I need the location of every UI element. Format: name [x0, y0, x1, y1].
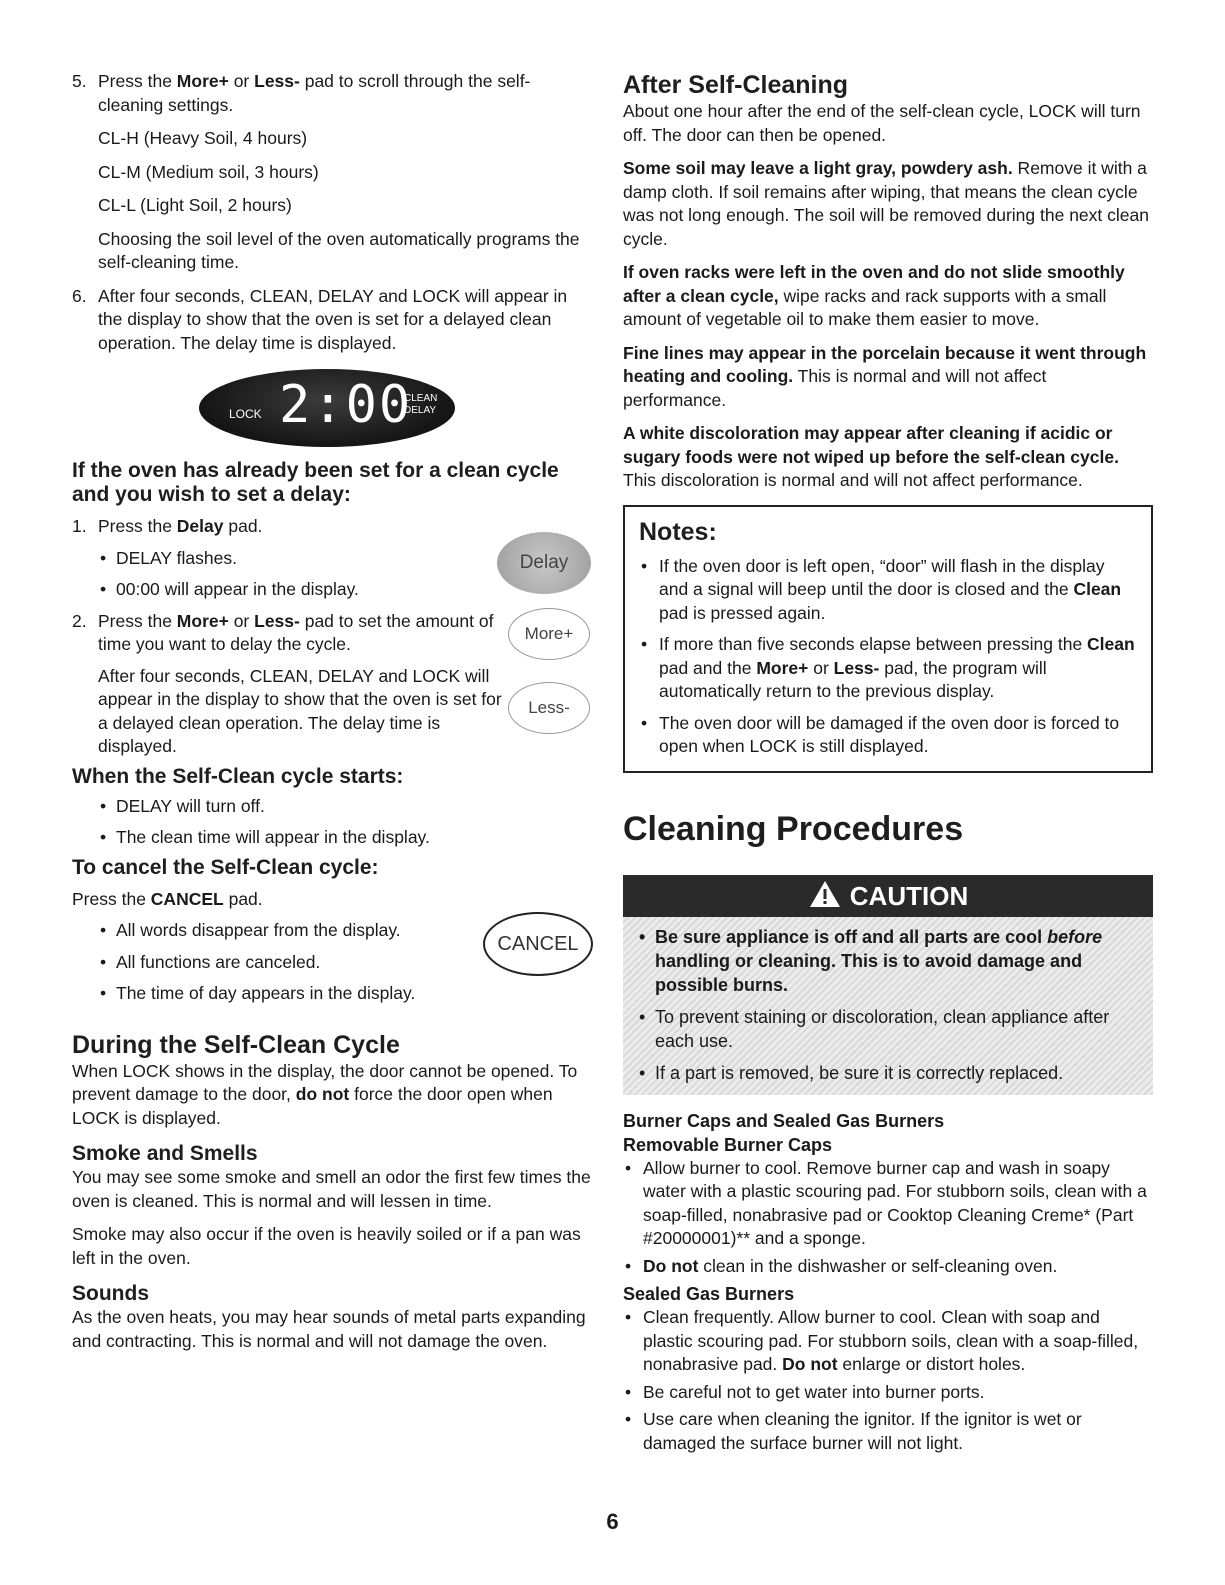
list-item: • The clean time will appear in the display.	[116, 826, 592, 850]
text: force the door open when LOCK is displayed.	[72, 1084, 553, 1128]
more-pad-text: More+	[524, 624, 574, 643]
list-item	[659, 633, 1137, 704]
caution-body	[623, 917, 1153, 1095]
cancel-heading: To cancel the Self-Clean cycle:	[72, 855, 379, 879]
caution-list	[655, 925, 1139, 1085]
smoke-text-2: Smoke may also occur if the oven is heavily soiled or if a pan was left in the oven.	[72, 1224, 581, 1268]
display-delay-label: DELAY	[404, 405, 437, 416]
text: Some soil may leave a light gray, powdery ash.	[623, 158, 1013, 178]
text: pad and the	[659, 657, 757, 678]
fine-lines-paragraph	[623, 342, 1153, 413]
text: pad to set the amount of time you want to delay the cycle.	[98, 610, 494, 654]
sounds-text: As the oven heats, you may hear sounds of metal parts expanding and contracting. This is normal and will not damage the oven.	[72, 1307, 586, 1351]
less-pad-text: Less-	[528, 698, 570, 717]
starts-heading: When the Self-Clean cycle starts:	[72, 764, 404, 788]
warning-triangle-icon	[808, 879, 842, 909]
racks-paragraph	[623, 261, 1153, 332]
cancel-pad-illustration	[483, 912, 593, 976]
cancel-pad-text: CANCEL	[497, 933, 579, 955]
smoke-text-1: You may see some smoke and smell an odor the first few times the oven is cleaned. This is normal and will lessen in time.	[72, 1167, 591, 1211]
text: pad.	[223, 888, 263, 909]
text: enlarge or distort holes.	[837, 1354, 1026, 1374]
step-5	[72, 70, 592, 117]
sounds-heading: Sounds	[72, 1282, 149, 1305]
list-item: • Be careful not to get water into burner ports.	[643, 1381, 1153, 1405]
procedures-heading: Cleaning Procedures	[623, 809, 964, 848]
text: This is normal and will not affect performance.	[623, 366, 1047, 410]
delay-step-1	[72, 515, 502, 539]
text: Fine lines may appear in the porcelain because it went through heating and cooling.	[623, 342, 1147, 386]
soil-paragraph	[623, 157, 1153, 251]
text: If more than five seconds elapse between pressing the	[659, 634, 1088, 654]
text: Less-	[833, 657, 880, 678]
delay-after-text: After four seconds, CLEAN, DELAY and LOCK will appear in the display to show that the oven is set for a delayed clean operation. The delay time is displayed.	[98, 665, 502, 756]
more-pad-label: More+	[176, 71, 229, 91]
setting-heavy: CL-H (Heavy Soil, 4 hours)	[98, 128, 308, 148]
less-pad-label: Less-	[254, 71, 300, 91]
text: Clean frequently. Allow burner to cool. Clean with soap and plastic scouring pad. For stubborn soils, clean with a soap-filled, nonabrasive pad.	[643, 1307, 1139, 1374]
list-item: • All words disappear from the display.	[116, 919, 592, 943]
display-lock-label: LOCK	[229, 407, 262, 421]
display-time: 2:00	[279, 375, 413, 435]
sealed-burners-list	[623, 1306, 1153, 1455]
list-item	[643, 1306, 1153, 1377]
removable-caps-heading: Removable Burner Caps	[623, 1134, 833, 1155]
less-pad-label: Less-	[254, 610, 300, 631]
step-number: 2.	[72, 610, 87, 631]
list-item: • Allow burner to cool. Remove burner cap and wash in soapy water with a plastic scouring pad. For stubborn soils, clean with a soap-filled, nonabrasive pad or Cooktop Cleaning Creme* (Part #20000001)** and a sponge.	[643, 1157, 1153, 1251]
text: Do not	[643, 1255, 699, 1276]
delay-pad-text: Delay	[519, 552, 569, 573]
list-item: • 00:00 will appear in the display.	[116, 578, 502, 602]
delay-step-2	[72, 610, 502, 657]
removable-caps-list	[623, 1157, 1153, 1279]
setting-medium: CL-M (Medium soil, 3 hours)	[98, 161, 319, 182]
text: or	[228, 71, 255, 91]
text: Do not	[782, 1354, 838, 1374]
text: Clean	[1073, 579, 1122, 599]
cancel-pad-label: CANCEL	[150, 888, 224, 909]
text: Press the	[98, 71, 177, 91]
during-heading: During the Self-Clean Cycle	[72, 1030, 400, 1059]
text: or	[228, 610, 255, 631]
text: Press the	[72, 888, 151, 909]
more-pad-label: More+	[176, 610, 229, 631]
notes-heading: Notes:	[639, 517, 717, 546]
text: wipe racks and rack supports with a small amount of vegetable oil to make them easier to move.	[623, 285, 1107, 329]
text: before	[1047, 926, 1103, 947]
after-text: About one hour after the end of the self-clean cycle, LOCK will turn off. The door can then be opened.	[623, 101, 1141, 145]
text: More+	[756, 657, 809, 678]
burner-heading: Burner Caps and Sealed Gas Burners	[623, 1110, 945, 1131]
caution-box	[623, 875, 1153, 1095]
text: If the oven door is left open, “door” will flash in the display and a signal will beep until the door is closed and the	[659, 555, 1105, 599]
text: If oven racks were left in the oven and do not slide smoothly after a clean cycle,	[623, 262, 1125, 306]
caution-bar	[623, 875, 1153, 917]
list-item	[655, 925, 1139, 997]
less-pad-illustration	[508, 682, 590, 734]
text: pad.	[223, 516, 263, 536]
text: handling or cleaning. This is to avoid damage and possible burns.	[655, 950, 1083, 995]
delay-pad-label: Delay	[176, 516, 224, 536]
list-item: • If a part is removed, be sure it is correctly replaced.	[655, 1061, 1139, 1085]
step-number: 1.	[72, 516, 87, 536]
text: After four seconds, CLEAN, DELAY and LOCK will appear in the display to show that the oven is set for a delayed clean operation. The delay time is displayed.	[98, 285, 568, 353]
list-item: • To prevent staining or discoloration, clean appliance after each use.	[655, 1005, 1139, 1053]
step-6	[72, 285, 592, 356]
list-item: • Use care when cleaning the ignitor. If the ignitor is wet or damaged the surface burner will not light.	[643, 1408, 1153, 1455]
right-column	[623, 70, 1153, 1455]
text: clean in the dishwasher or self-cleaning oven.	[698, 1255, 1058, 1276]
text: pad is pressed again.	[659, 602, 826, 623]
text: do not	[295, 1084, 350, 1104]
list-item: • The oven door will be damaged if the oven door is forced to open when LOCK is still displayed.	[659, 712, 1137, 759]
during-text	[72, 1060, 592, 1131]
delay-step-1-list	[72, 547, 502, 602]
list-item: • The time of day appears in the display.	[116, 982, 592, 1006]
text: Remove it with a damp cloth. If soil remains after wiping, that means the clean cycle was not long enough. The soil will be removed during the next clean cycle.	[623, 158, 1149, 249]
text: Press the	[98, 516, 177, 536]
text: pad, the program will automatically return to the previous display.	[659, 657, 1047, 701]
text: This discoloration is normal and will not affect performance.	[623, 470, 1083, 490]
display-clean-label: CLEAN	[404, 393, 438, 404]
text: Be sure appliance is off and all parts are cool	[655, 926, 1048, 947]
notes-box	[623, 505, 1153, 773]
text: or	[808, 657, 834, 678]
list-item	[643, 1255, 1153, 1279]
page-number: 6	[606, 1509, 619, 1534]
cancel-instruction	[72, 888, 592, 912]
display-status	[404, 393, 437, 417]
setting-light: CL-L (Light Soil, 2 hours)	[98, 195, 292, 215]
step-number: 6.	[72, 285, 87, 306]
notes-list	[639, 555, 1137, 759]
delay-pad-illustration	[497, 532, 591, 594]
text: pad to scroll through the self-cleaning settings.	[98, 71, 531, 115]
caution-label: CAUTION	[849, 880, 969, 911]
more-pad-illustration	[508, 608, 590, 660]
text: Clean	[1087, 634, 1135, 654]
list-item	[659, 555, 1137, 626]
starts-list	[72, 795, 592, 850]
text: Press the	[98, 610, 177, 631]
oven-display-illustration	[199, 369, 455, 447]
sealed-burners-heading: Sealed Gas Burners	[623, 1284, 795, 1304]
list-item: • All functions are canceled.	[116, 951, 592, 975]
text: A white discoloration may appear after cleaning if acidic or sugary foods were not wiped up before the self-clean cycle.	[623, 423, 1119, 467]
list-item: • DELAY will turn off.	[116, 795, 592, 819]
smoke-heading: Smoke and Smells	[72, 1142, 258, 1165]
step-number: 5.	[72, 71, 87, 91]
after-heading: After Self-Cleaning	[623, 71, 849, 99]
white-discoloration-paragraph	[623, 422, 1153, 493]
delay-heading: If the oven has already been set for a clean cycle and you wish to set a delay:	[72, 459, 559, 506]
list-item: • DELAY flashes.	[116, 547, 502, 571]
choosing-text: Choosing the soil level of the oven automatically programs the self-cleaning time.	[98, 228, 580, 272]
text: When LOCK shows in the display, the door cannot be opened. To prevent damage to the door,	[72, 1060, 578, 1104]
